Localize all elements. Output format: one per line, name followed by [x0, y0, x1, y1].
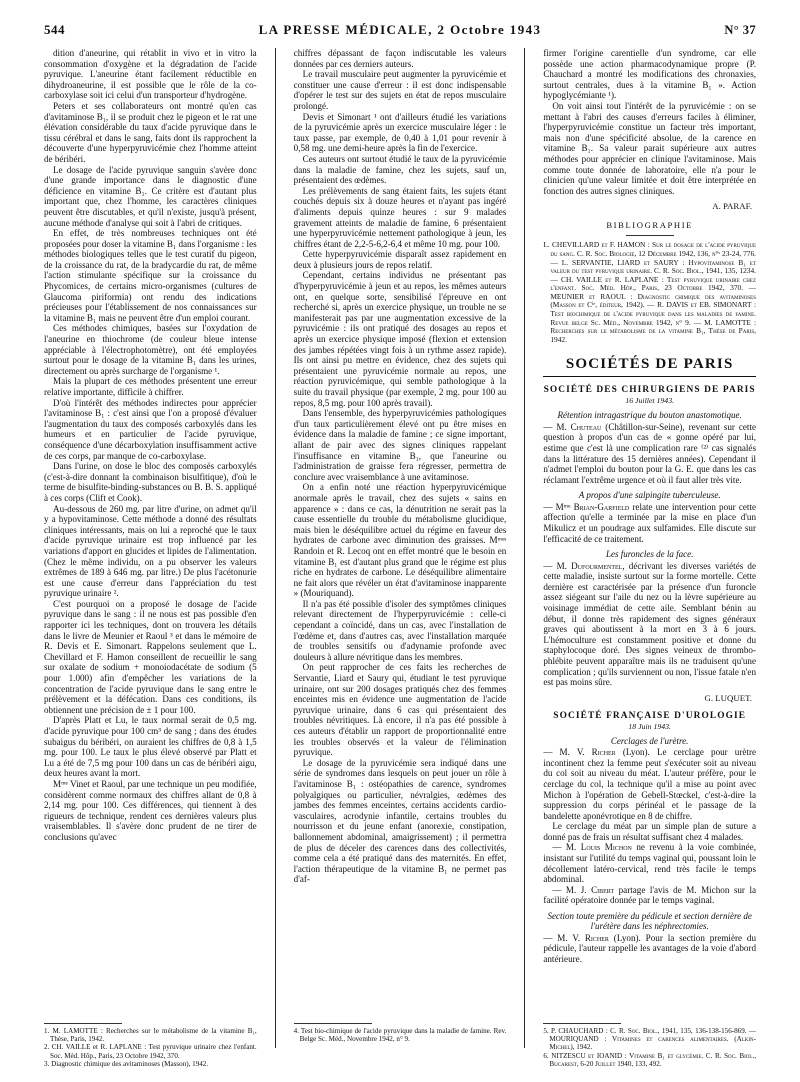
three-column-body — [44, 48, 756, 1048]
societies-rule — [543, 376, 756, 377]
paragraph: Au-dessous de 260 mg. par litre d'urine, on admet qu'il y a hypovitaminose. Cette méthode a donné des résultats cliniques intéressants, mais on lui a reproché que le taux d'acide pyruvique urinaire est trop influencé par les variations d'apport en glucides et lipides de l'alimentation. (Chez le même individu, on a pu observer les valeurs extrêmes de 189 à 646 mg. par litre.) De plus l'acétonurie est une cause d'erreur dans l'appréciation du test pyruvique urinaire ². — [44, 503, 257, 599]
paragraph: Le dosage de la pyruvicémie sera indiqué dans une série de syndromes dans lesquels on peut jouer un rôle à l'avitaminose B₁ : ostéopathies de carence, syndromes polyalgiques ou particulier, névralgies, œdèmes des jambes des femmes enceintes, certains accidents cardio-vasculaires, acrodynie infantile, certains troubles du nourrisson et du jeune enfant (anorexie, constipation, ballonnement abdominal, amaigrissement) ; il permettra de plus de déceler des carences dans des collectivités, comme cela a été pratiqué dans des maternités. En effet, l'action thérapeutique de la vitamine B₁ ne permet pas d'af- — [293, 757, 507, 885]
communication-extra: Le cerclage du méat par un simple plan de suture a donné pas de frais un résultat suffisant chez 4 malades. — [543, 821, 757, 842]
speaker-name: — M. V. Richer — [543, 932, 609, 943]
communication-title: Cerclages de l'urètre. — [610, 735, 689, 746]
communication-text: (Lyon). Pour la section première du pédicule, l'auteur rappelle les avantages de la voie d'abord antérieure. — [543, 932, 757, 965]
communication-title: A propos d'une salpingite tuberculeuse. — [578, 490, 721, 501]
society-name-chirurgiens: SOCIÉTÉ DES CHIRURGIENS DE PARIS — [543, 385, 756, 396]
report-signature: G. LUQUET. — [704, 692, 753, 703]
speaker-name: — Mᵐᵉ Brian-Garfield — [543, 501, 630, 512]
column-one — [44, 48, 257, 1048]
paragraph: Dans l'urine, on dose le bloc des composés carboxylés (c'est-à-dire donnant la combinaison bisulfitique), d'où le terme de bisulfite-binding-substances ou B. B. S. appliqué à ces corps (Clift et Cook). — [44, 461, 257, 503]
paragraph: En effet, de très nombreuses techniques ont été proposées pour doser la vitamine B₁ dans l'organisme : les méthodes biologiques telles que le test curatif du pigeon, de la croissance du rat, de la bradycardie du rat, de même l'action stimulante spécifique sur la croissance du Phycomices, de certains micro-organismes (cultures de Glaucoma piriformia) ont rendu des indications précieuses pour l'établissement de nos connaissances sur la vitamine B₁ mais ne peuvent être d'un emploi courant. — [44, 228, 257, 323]
communication-body — [543, 502, 756, 544]
footnote: 4. Test bio-chimique de l'acide pyruvique dans la maladie de famine. Rev. Belge Sc. Méd., Novembre 1942, n° 9. — [293, 1026, 507, 1044]
communication-body — [543, 747, 756, 821]
column-three — [543, 48, 756, 1048]
paragraph: Le dosage de l'acide pyruvique sanguin s'avère donc d'une grande importance dans le diagnostic d'une déficience en vitamine B₁. Ce critère est d'autant plus important que, chez l'homme, les caractères cliniques peuvent être discutables, et qu'il n'existe, jusqu'à présent, aucune méthode d'analyse qui soit à l'abri de critiques. — [44, 164, 257, 228]
speaker-name: — M. Dufourmentel, — [543, 560, 625, 571]
paragraph: D'après Platt et Lu, le taux normal serait de 0,5 mg. d'acide pyruvique pour 100 cm³ de sang ; dans des études subaigus du béribéri, on auraient les chiffres de 0,8 à 1,5 mg. pour 100. Le taux le plus élevé observé par Platt et Lu a été de 7,5 mg pour 100 dans un cas de béribéri aigu, deux heures avant la mort. — [44, 715, 257, 779]
footnote-rule — [543, 1023, 621, 1024]
footnote: 6. NITZESCU et IOANID : Vitamine B₁ et glycémie. C. R. Soc. Biol., Bucarest, 6-20 Juillet 1940, 133, 492. — [543, 1051, 757, 1068]
paragraph: firmer l'origine carentielle d'un syndrome, car elle possède une action pharmacodynamique propre (P. Chauchard a montré les modifications des chronaxies, surtout centrales, dues à la vitamine B₁ ». Action hypoglycémiante ¹). — [543, 48, 757, 101]
communication-title: Section toute première du pédicule et section dernière de l'urétère dans les néphrectomies. — [547, 911, 752, 932]
paragraph: On a enfin noté une réaction hyperpyruvicémique anormale après le travail, chez des sujets « sains en apparence » : dans ce cas, la dénutrition ne serait pas la cause essentielle du trouble du métabolisme glucidique, mais bien le déséquilibre actuel du régime en faveur des hydrates de carbone avec diminution des graisses. Mᵐᵉˢ Randoin et R. Lecoq ont en effet montré que le besoin en vitamine B₁ est d'autant plus grand que le régime est plus riche en hydrates de carbone. Le déséquilibre alimentaire ne fait alors que révéler un état d'avitaminose inapparente » (Mouriquand). — [293, 482, 507, 599]
paragraph: Il n'a pas été possible d'isoler des symptômes cliniques relevant directement de l'hyperpyruvicémie : celle-ci cependant a coïncidé, dans un cas, avec l'installation de l'œdème et, dans d'autres cas, avec l'installation marquée de troubles sensitifs ou d'adynamie profonde avec douleurs à allure névritique dans les membres. — [293, 598, 507, 662]
paragraph: On peut rapprocher de ces faits les recherches de Servantie, Liard et Saury qui, étudiant le test pyruvique urinaire, ont sur 200 dosages pratiqués chez des femmes enceintes mis en évidence une augmentation de l'acide pyruvique urinaire, dans 6 cas qui présentaient des troubles névritiques. Là encore, il n'a pas été possible à ces auteurs d'établir un rapport de proportionnalité entre les troubles observés et la valeur de l'élimination pyruvique. — [293, 662, 507, 758]
communication-text: (Lyon). Le cerclage pour urètre incontinent chez la femme peut s'exécuter soit au niveau du col soit au niveau du méat. L'auteur préfère, pour le cerclage du col, la technique qu'il a mise au point avec Michon à l'opération de Gebell-Stœckel, c'est-à-dire la suppression du corps périnéal et le passage de la bandelette aponévrotique en 8 de chiffre. — [543, 747, 757, 821]
paragraph: Dans l'ensemble, des hyperpyruvicémies pathologiques d'un taux particulièrement élevé ont pu être mises en évidence dans la maladie de famine ; ce signe important, allant de pair avec des signes cliniques rappelant l'insuffisance en vitamine B₁, que l'aneurine ou l'administration de graisse fera régresser, permettra de conclure avec vraisemblance à une avitaminose. — [293, 408, 507, 482]
footnotes-area — [44, 1023, 756, 1068]
communication-text: partage l'avis de M. Michon sur la facilité opératoire donnée par le temps vaginal. — [543, 884, 757, 906]
paragraph: D'où l'intérêt des méthodes indirectes pour apprécier l'avitaminose B₁ : c'est ainsi que l'on a proposé d'évaluer l'augmentation du taux des composés carboxylés dans les humeurs et en particulier de l'acide pyruvique, conséquence d'une décarboxylation insuffisamment active de ces corps, par manque de co-carboxylase. — [44, 397, 257, 461]
journal-title: LA PRESSE MÉDICALE, 2 Octobre 1943 — [258, 22, 542, 37]
paragraph: Les prélèvements de sang étaient faits, les sujets étant couchés depuis six à douze heures et n'ayant pas ingéré d'aliments depuis quinze heures : sur 9 malades gravement atteints de maladie de famine, 6 présentaient une hyperpyruvicémie nettement pathologique à jeun, les chiffres étant de 2,2-5-6,2-6,4 et même 10 mg. pour 100. — [293, 185, 507, 249]
communication-text: relate une intervention pour cette affection qu'elle a terminée par la mise en place d'un Mikulicz et un poudrage aux sulfamides. Elle discute sur l'efficacité de ce traitement. — [543, 501, 757, 544]
paragraph: Ces méthodes chimiques, basées sur l'oxydation de l'aneurine en thiochrome (de couleur bleue intense appréciable à l'électrophotomètre), ont été employées surtout pour le dosage de la vitamine B₁ dans les urines, directement ou après surcharge de l'organisme ¹. — [44, 323, 257, 376]
paragraph: Peters et ses collaborateurs ont montré qu'en cas d'avitaminose B₁, il se produit chez le pigeon et le rat une élévation considérable du taux d'acide pyruvique dans le tissu cérébral et dans le sang, faits dont ils rapprochent la découverte d'une hyperpyruvicémie chez l'homme atteint de béribéri. — [44, 100, 257, 164]
footnotes-column-one — [44, 1023, 257, 1068]
paragraph: Cependant, certains individus ne présentant pas d'hyperpyruvicémie à jeun et au repos, les mêmes auteurs ont, en quelque sorte, sensibilisé l'épreuve en ont recherché si, après un exercice physique, un trouble ne se manifesterait pas par une augmentation excessive de la pyruvicémie : ils ont pratiqué des dosages au repos et après un exercice physique imposé (flexion et extension des jambes répétées vingt fois à un rythme assez rapide). Ils ont ainsi pu mettre en évidence, chez des sujets qui présentaient une pyruvicémie normale au repos, une réaction pyruvicémique, qui semble pathologique à la suite du travail physique (par exemple, 2 mg. pour 100 au repos, 8,5 mg. pour 100 après travail). — [293, 270, 507, 408]
page-folio: 544 — [44, 22, 65, 37]
issue-number: N° 37 — [724, 23, 756, 37]
speaker-name: — M. Chuteau — [543, 421, 602, 432]
running-head — [44, 22, 756, 38]
bibliography-entry: L. CHEVILLARD et F. HAMON : Sur le dosage de l'acide pyruvique du sang. C. R. Soc. Biologie, 12 Décembre 1942, 136, n°ˢ 23-24, 776. — L. SERVANTIE, LIARD et SAURY : Hypovitaminose B₁ et valeur du test pyruvique urinaire. C. R. Soc. Biol., 1941, 135, 1234. — CH. VAILLE et R. LAPLANE : Test pyruvique urinaire chez l'enfant. Soc. Méd. Hôp., Paris, 23 Octobre 1942, 370. — MEUNIER et RAOUL : Diagnostic chimique des avitaminoses (Masson et Cⁱᵉ, éditeur, 1942). — R. DAVIS et EB. SIMONART : Test biochimique de l'acide pyruvique dans les maladies de famine. Revue belge Sc. Méd., Novembre 1942, n° 9. — M. LAMOTTE : Recherches sur le métabolisme de la vitamine B₁, Thèse de Paris, 1942. — [543, 240, 757, 344]
column-divider — [524, 48, 525, 1048]
footnote: 3. Diagnostic chimique des avitaminoses (Masson), 1942. — [44, 1059, 209, 1068]
society-name-urologie: SOCIÉTÉ FRANÇAISE D'UROLOGIE — [553, 710, 747, 721]
bibliography-rule — [626, 235, 674, 236]
column-divider — [275, 48, 276, 1048]
article-signature: A. PARAF. — [712, 201, 753, 212]
communication-body — [543, 842, 756, 884]
communication-body — [543, 885, 756, 906]
column-two — [294, 48, 507, 1048]
footnote: 2. CH. VAILLE et R. LAPLANE : Test pyruvique urinaire chez l'enfant. Soc. Méd. Hôp., Paris, 23 Octobre 1942, 370. — [44, 1043, 257, 1060]
footnotes-column-three — [543, 1023, 756, 1068]
communication-text: (Châtillon-sur-Seine), revenant sur cette question à propos d'un cas de « gonne opéré par lui, estime que c'est là une complication rare ⁽²⁾ cas signalés dans la littérature des 15 dernières années). Cependant il n'admet l'emploi du bouton pour la G. E. que dans les cas réclamant l'extrême urgence et où il faut aller très vite. — [543, 421, 757, 485]
society-date: 18 Juin 1943. — [628, 721, 672, 731]
speaker-name: — M. Louis Michon — [552, 842, 632, 853]
speaker-name: — M. J. Cibert — [552, 884, 615, 895]
paragraph: Devis et Simonart ¹ ont d'ailleurs étudié les variations de la pyruvicémie après un exercice musculaire léger : le taux passe, par exemple, de 0,40 à 1,01 pour revenir à 0,58 mg. une demi-heure après la fin de l'exercice. — [293, 111, 507, 154]
communication-text: ne revenu à la voie combinée, insistant sur l'utilité du temps vaginal qui, poussant loin le décollement latéro-cervical, rend très facile le temps abdominal. — [543, 842, 757, 885]
speaker-name: — M. V. Richer — [543, 747, 616, 758]
communication-body — [543, 933, 756, 965]
paragraph: dition d'aneurine, qui rétablit in vivo et in vitro la consommation d'oxygène et la dégradation de l'acide pyruvique. L'aneurine étant facilement réductible en dihydroaneurine, il est possible que le rôle de la co-carboxylase soit ici celui d'un transporteur d'hydrogène. — [44, 48, 257, 101]
paragraph: On voit ainsi tout l'intérêt de la pyruvicémie : on se mettant à l'abri des causes d'erreurs faciles à éliminer, l'hyperpyruvicémie constitue un facteur très important, mais non d'une spécificité absolue, de la carence en vitamine B₁. Sa valeur parait supérieure aux autres méthodes pour apprécier en clinique l'avitaminose. Mais comme toute donnée de laboratoire, elle n'a pour le clinicien qu'une valeur limitée et doit être interprétée en fonction des autres signes cliniques. — [543, 100, 757, 196]
bibliography-heading: BIBLIOGRAPHIE — [606, 220, 694, 231]
footnote: 5. P. CHAUCHARD : C. R. Soc. Biol., 1941, 135, 136-138-156-869. — MOURIQUAND : Vitamines et carences alimentaires. (Alkin-Michel), 1942. — [543, 1026, 757, 1052]
footnote-rule — [44, 1023, 122, 1024]
society-date: 16 Juillet 1943. — [625, 396, 675, 406]
footnote-rule — [294, 1023, 372, 1024]
footnotes-column-two — [294, 1023, 507, 1068]
paragraph: Mᵐᵉ Vinet et Raoul, par une technique un peu modifiée, considèrent comme normaux des chiffres allant de 0,8 à 2,14 mg. pour 100. Ces différences, qui tiennent à des rigueurs de technique, rendent ces dernières valeurs plus vraisemblables. Il s'avère donc prudent de ne tirer de conclusions qu'avec — [44, 778, 257, 842]
communication-title: Rétention intragastrique du bouton anastomotique. — [557, 410, 742, 421]
communication-body — [543, 422, 756, 486]
footnote: 1. M. LAMOTTE : Recherches sur le métabolisme de la vitamine B₁, Thèse, Paris, 1942. — [44, 1026, 257, 1044]
communication-body — [543, 561, 756, 688]
paragraph: Cette hyperpyruvicémie disparaît assez rapidement en deux à plusieurs jours de repos relatif. — [293, 249, 507, 270]
communication-text: décrivant les diverses variétés de cette maladie, insiste surtout sur la forme mortelle. Cette dernière est caractérisée par la présence d'un furoncle assez siégeant sur l'aile du nez ou la lèvre supérieure au voisinage immédiat de cette aile. Semblant bénin au début, il donne très rapidement des signes généraux graves qui aboutissent à la mort en 3 à 6 jours. L'hémoculture est constamment positive et donne du staphylocoque doré. Des signes veineux de thrombo-phlébite peuvent apparaître mais ils ne traduisent qu'une complication ; qu'ils surviennent ou non, l'issue fatale n'en est pas moins sûre. — [543, 560, 757, 688]
paragraph: Ces auteurs ont surtout étudié le taux de la pyruvicémie dans la maladie de famine, chez les sujets, sauf un, présentaient des œdèmes. — [293, 153, 507, 186]
societies-heading: SOCIÉTÉS DE PARIS — [565, 356, 734, 373]
paragraph: chiffres dépassant de façon indiscutable les valeurs données par ces derniers auteurs. — [293, 48, 507, 69]
paragraph: C'est pourquoi on a proposé le dosage de l'acide pyruvique dans le sang : il ne nous est pas possible d'en rapporter ici les techniques, dont on trouvera les détails dans le livre de Meunier et Raoul ³ et dans le mémoire de R. Devis et E. Simonart. Rappelons seulement que L. Chevillard et F. Hamon conseillent de recueillir le sang sur oxalate de sodium + monoiodacétate de sodium (5 pour 1.000) afin d'empêcher les variations de la concentration de l'acide pyruvique dans le sang entre le prélèvement et la défécation. Dans ces conditions, ils obtiennent une précision de ± 1 pour 100. — [44, 598, 257, 715]
paragraph: Mais la plupart de ces méthodes présentent une erreur relative importante, difficile à chiffrer. — [44, 376, 257, 397]
paragraph: Le travail musculaire peut augmenter la pyruvicémie et constituer une cause d'erreur : il est donc indispensable d'opérer le test sur des sujets en état de repos musculaire prolongé. — [293, 69, 507, 111]
communication-title: Les furoncles de la face. — [605, 549, 694, 560]
